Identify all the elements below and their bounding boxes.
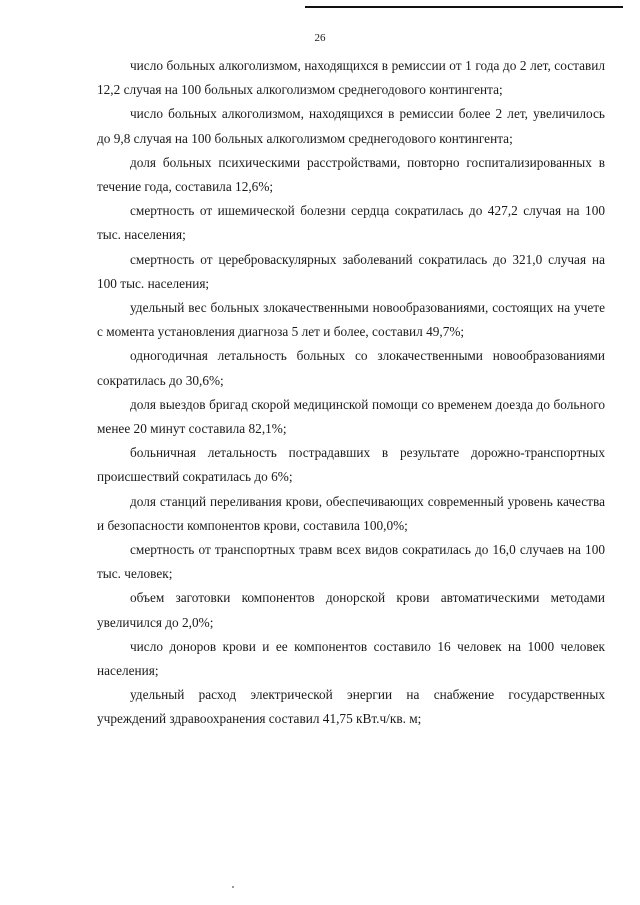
- paragraph: одногодичная летальность больных со злокачественными новообразованиями сократилась до 30,6%;: [97, 348, 605, 388]
- paragraph: доля больных психическими расстройствами, повторно госпитализированных в течение года, составила 12,6%;: [97, 154, 605, 195]
- paragraph: число доноров крови и ее компонентов составило 16 человек на 1000 человек населения;: [97, 638, 605, 679]
- paragraph: смертность от ишемической болезни сердца сократилась до 427,2 случая на 100 тыс. населения;: [97, 203, 605, 243]
- body-text: [97, 54, 605, 732]
- paragraph: доля выездов бригад скорой медицинской помощи со временем доезда до больного менее 20 минут составила 82,1%;: [97, 396, 605, 437]
- paragraph: смертность от цереброваскулярных заболеваний сократилась до 321,0 случая на 100 тыс. населения;: [97, 251, 605, 291]
- paragraph: удельный расход электрической энергии на снабжение государственных учреждений здравоохранения составил 41,75 кВт.ч/кв. м;: [97, 687, 605, 727]
- top-rule: [305, 6, 623, 8]
- paragraph: число больных алкоголизмом, находящихся в ремиссии более 2 лет, увеличилось до 9,8 случая на 100 больных алкоголизмом среднегодового контингента;: [97, 106, 605, 146]
- paragraph: удельный вес больных злокачественными новообразованиями, состоящих на учете с момента установления диагноза 5 лет и более, составил 49,7%;: [97, 300, 605, 340]
- paragraph: смертность от транспортных травм всех видов сократилась до 16,0 случаев на 100 тыс. человек;: [97, 542, 605, 582]
- paragraph: число больных алкоголизмом, находящихся в ремиссии от 1 года до 2 лет, составил 12,2 случая на 100 больных алкоголизмом среднегодового контингента;: [97, 58, 605, 98]
- page-number: 26: [314, 32, 326, 44]
- paragraph: больничная летальность пострадавших в результате дорожно-транспортных происшествий сократилась до 6%;: [97, 445, 605, 485]
- paragraph: объем заготовки компонентов донорской крови автоматическими методами увеличился до 2,0%;: [97, 590, 605, 630]
- scan-speck: [232, 886, 234, 888]
- paragraph: доля станций переливания крови, обеспечивающих современный уровень качества и безопасности компонентов крови, составила 100,0%;: [97, 493, 605, 533]
